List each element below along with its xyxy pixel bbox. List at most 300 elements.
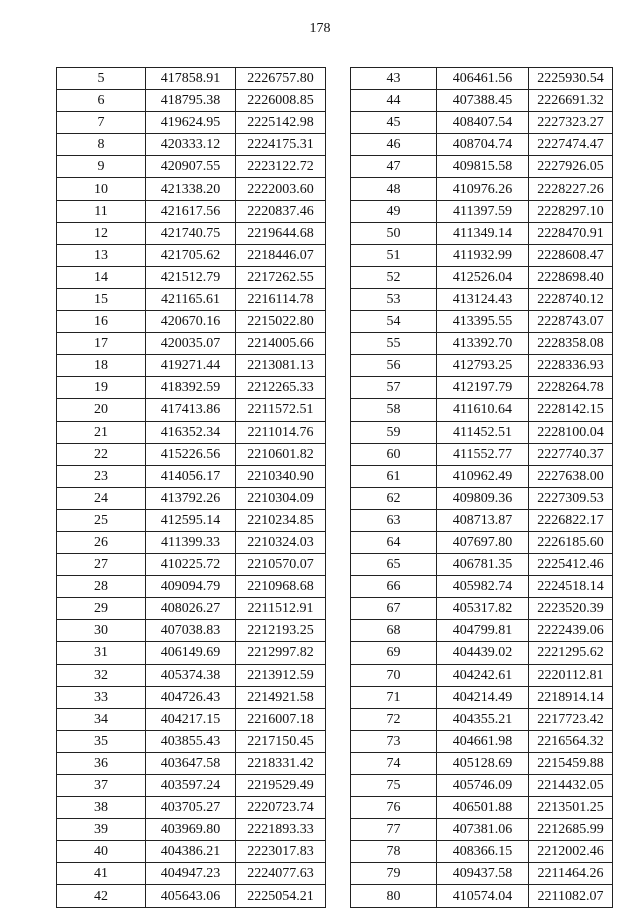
point-number-cell: 45 — [351, 112, 437, 134]
table-row — [351, 576, 613, 598]
coordinates-table-right — [350, 67, 613, 908]
point-number-cell: 17 — [57, 333, 146, 355]
y-coordinate-cell: 2227309.53 — [529, 487, 613, 509]
x-coordinate-cell: 405982.74 — [437, 576, 529, 598]
table-row — [57, 708, 326, 730]
table-row — [351, 465, 613, 487]
point-number-cell: 40 — [57, 841, 146, 863]
y-coordinate-cell: 2227323.27 — [529, 112, 613, 134]
point-number-cell: 7 — [57, 112, 146, 134]
x-coordinate-cell: 409437.58 — [437, 863, 529, 885]
y-coordinate-cell: 2211082.07 — [529, 885, 613, 907]
y-coordinate-cell: 2216007.18 — [236, 708, 326, 730]
y-coordinate-cell: 2225930.54 — [529, 68, 613, 90]
point-number-cell: 46 — [351, 134, 437, 156]
point-number-cell: 66 — [351, 576, 437, 598]
x-coordinate-cell: 405643.06 — [146, 885, 236, 907]
table-row — [57, 797, 326, 819]
y-coordinate-cell: 2224518.14 — [529, 576, 613, 598]
x-coordinate-cell: 404217.15 — [146, 708, 236, 730]
y-coordinate-cell: 2227740.37 — [529, 443, 613, 465]
table-row — [351, 355, 613, 377]
table-row — [351, 708, 613, 730]
y-coordinate-cell: 2219644.68 — [236, 222, 326, 244]
x-coordinate-cell: 404947.23 — [146, 863, 236, 885]
table-row — [351, 443, 613, 465]
table-row — [57, 178, 326, 200]
x-coordinate-cell: 405746.09 — [437, 775, 529, 797]
y-coordinate-cell: 2212997.82 — [236, 642, 326, 664]
y-coordinate-cell: 2226008.85 — [236, 90, 326, 112]
point-number-cell: 8 — [57, 134, 146, 156]
point-number-cell: 74 — [351, 752, 437, 774]
y-coordinate-cell: 2211572.51 — [236, 399, 326, 421]
point-number-cell: 67 — [351, 598, 437, 620]
y-coordinate-cell: 2226185.60 — [529, 531, 613, 553]
point-number-cell: 26 — [57, 531, 146, 553]
x-coordinate-cell: 409809.36 — [437, 487, 529, 509]
y-coordinate-cell: 2225142.98 — [236, 112, 326, 134]
y-coordinate-cell: 2228698.40 — [529, 266, 613, 288]
table-row — [351, 554, 613, 576]
x-coordinate-cell: 411349.14 — [437, 222, 529, 244]
point-number-cell: 15 — [57, 288, 146, 310]
y-coordinate-cell: 2215459.88 — [529, 752, 613, 774]
table-row — [57, 112, 326, 134]
x-coordinate-cell: 412197.79 — [437, 377, 529, 399]
table-row — [351, 775, 613, 797]
x-coordinate-cell: 408026.27 — [146, 598, 236, 620]
x-coordinate-cell: 406461.56 — [437, 68, 529, 90]
point-number-cell: 63 — [351, 509, 437, 531]
point-number-cell: 20 — [57, 399, 146, 421]
x-coordinate-cell: 403855.43 — [146, 730, 236, 752]
point-number-cell: 19 — [57, 377, 146, 399]
point-number-cell: 76 — [351, 797, 437, 819]
table-row — [57, 222, 326, 244]
x-coordinate-cell: 411397.59 — [437, 200, 529, 222]
table-row — [57, 686, 326, 708]
y-coordinate-cell: 2220723.74 — [236, 797, 326, 819]
x-coordinate-cell: 403597.24 — [146, 775, 236, 797]
x-coordinate-cell: 405317.82 — [437, 598, 529, 620]
x-coordinate-cell: 405128.69 — [437, 752, 529, 774]
table-row — [351, 200, 613, 222]
table-row — [351, 797, 613, 819]
y-coordinate-cell: 2228358.08 — [529, 333, 613, 355]
table-row — [57, 863, 326, 885]
table-row — [57, 819, 326, 841]
y-coordinate-cell: 2215022.80 — [236, 311, 326, 333]
point-number-cell: 9 — [57, 156, 146, 178]
table-row — [351, 664, 613, 686]
table-row — [351, 68, 613, 90]
point-number-cell: 78 — [351, 841, 437, 863]
point-number-cell: 37 — [57, 775, 146, 797]
table-row — [57, 200, 326, 222]
x-coordinate-cell: 418795.38 — [146, 90, 236, 112]
y-coordinate-cell: 2222439.06 — [529, 620, 613, 642]
table-row — [57, 487, 326, 509]
y-coordinate-cell: 2218331.42 — [236, 752, 326, 774]
x-coordinate-cell: 404214.49 — [437, 686, 529, 708]
table-row — [57, 355, 326, 377]
table-row — [351, 509, 613, 531]
x-coordinate-cell: 420907.55 — [146, 156, 236, 178]
y-coordinate-cell: 2227926.05 — [529, 156, 613, 178]
point-number-cell: 43 — [351, 68, 437, 90]
y-coordinate-cell: 2214005.66 — [236, 333, 326, 355]
y-coordinate-cell: 2214921.58 — [236, 686, 326, 708]
table-row — [57, 730, 326, 752]
point-number-cell: 60 — [351, 443, 437, 465]
y-coordinate-cell: 2222003.60 — [236, 178, 326, 200]
x-coordinate-cell: 415226.56 — [146, 443, 236, 465]
table-row — [57, 620, 326, 642]
table-row — [351, 620, 613, 642]
point-number-cell: 52 — [351, 266, 437, 288]
y-coordinate-cell: 2225054.21 — [236, 885, 326, 907]
point-number-cell: 70 — [351, 664, 437, 686]
table-row — [57, 642, 326, 664]
y-coordinate-cell: 2212685.99 — [529, 819, 613, 841]
table-row — [57, 333, 326, 355]
table-row — [351, 531, 613, 553]
x-coordinate-cell: 405374.38 — [146, 664, 236, 686]
y-coordinate-cell: 2217723.42 — [529, 708, 613, 730]
x-coordinate-cell: 403647.58 — [146, 752, 236, 774]
y-coordinate-cell: 2217150.45 — [236, 730, 326, 752]
point-number-cell: 31 — [57, 642, 146, 664]
point-number-cell: 44 — [351, 90, 437, 112]
table-row — [351, 819, 613, 841]
table-row — [351, 90, 613, 112]
x-coordinate-cell: 416352.34 — [146, 421, 236, 443]
x-coordinate-cell: 403705.27 — [146, 797, 236, 819]
y-coordinate-cell: 2228336.93 — [529, 355, 613, 377]
y-coordinate-cell: 2227638.00 — [529, 465, 613, 487]
y-coordinate-cell: 2228470.91 — [529, 222, 613, 244]
point-number-cell: 41 — [57, 863, 146, 885]
x-coordinate-cell: 419271.44 — [146, 355, 236, 377]
point-number-cell: 75 — [351, 775, 437, 797]
point-number-cell: 48 — [351, 178, 437, 200]
table-body — [57, 68, 326, 908]
table-row — [57, 885, 326, 907]
x-coordinate-cell: 404386.21 — [146, 841, 236, 863]
table-row — [351, 863, 613, 885]
point-number-cell: 47 — [351, 156, 437, 178]
table-row — [351, 377, 613, 399]
y-coordinate-cell: 2213501.25 — [529, 797, 613, 819]
point-number-cell: 29 — [57, 598, 146, 620]
table-row — [57, 531, 326, 553]
point-number-cell: 11 — [57, 200, 146, 222]
point-number-cell: 14 — [57, 266, 146, 288]
table-row — [57, 156, 326, 178]
table-row — [351, 333, 613, 355]
table-row — [351, 134, 613, 156]
y-coordinate-cell: 2226757.80 — [236, 68, 326, 90]
table-row — [351, 421, 613, 443]
x-coordinate-cell: 421512.79 — [146, 266, 236, 288]
x-coordinate-cell: 407388.45 — [437, 90, 529, 112]
x-coordinate-cell: 412595.14 — [146, 509, 236, 531]
x-coordinate-cell: 413392.70 — [437, 333, 529, 355]
table-row — [351, 598, 613, 620]
table-row — [57, 465, 326, 487]
y-coordinate-cell: 2213081.13 — [236, 355, 326, 377]
point-number-cell: 69 — [351, 642, 437, 664]
x-coordinate-cell: 404726.43 — [146, 686, 236, 708]
x-coordinate-cell: 404661.98 — [437, 730, 529, 752]
point-number-cell: 55 — [351, 333, 437, 355]
table-row — [351, 266, 613, 288]
y-coordinate-cell: 2228740.12 — [529, 288, 613, 310]
x-coordinate-cell: 406781.35 — [437, 554, 529, 576]
y-coordinate-cell: 2223520.39 — [529, 598, 613, 620]
table-row — [57, 664, 326, 686]
point-number-cell: 22 — [57, 443, 146, 465]
y-coordinate-cell: 2218446.07 — [236, 244, 326, 266]
point-number-cell: 79 — [351, 863, 437, 885]
x-coordinate-cell: 420333.12 — [146, 134, 236, 156]
y-coordinate-cell: 2228142.15 — [529, 399, 613, 421]
x-coordinate-cell: 408407.54 — [437, 112, 529, 134]
x-coordinate-cell: 409815.58 — [437, 156, 529, 178]
y-coordinate-cell: 2228743.07 — [529, 311, 613, 333]
y-coordinate-cell: 2223122.72 — [236, 156, 326, 178]
point-number-cell: 38 — [57, 797, 146, 819]
point-number-cell: 6 — [57, 90, 146, 112]
x-coordinate-cell: 410225.72 — [146, 554, 236, 576]
y-coordinate-cell: 2212265.33 — [236, 377, 326, 399]
point-number-cell: 21 — [57, 421, 146, 443]
point-number-cell: 80 — [351, 885, 437, 907]
y-coordinate-cell: 2224175.31 — [236, 134, 326, 156]
x-coordinate-cell: 404439.02 — [437, 642, 529, 664]
y-coordinate-cell: 2210968.68 — [236, 576, 326, 598]
y-coordinate-cell: 2216114.78 — [236, 288, 326, 310]
x-coordinate-cell: 413792.26 — [146, 487, 236, 509]
y-coordinate-cell: 2228608.47 — [529, 244, 613, 266]
table-row — [351, 487, 613, 509]
page-number: 178 — [309, 21, 331, 36]
table-row — [351, 841, 613, 863]
point-number-cell: 10 — [57, 178, 146, 200]
x-coordinate-cell: 418392.59 — [146, 377, 236, 399]
x-coordinate-cell: 421338.20 — [146, 178, 236, 200]
y-coordinate-cell: 2221893.33 — [236, 819, 326, 841]
point-number-cell: 53 — [351, 288, 437, 310]
x-coordinate-cell: 406149.69 — [146, 642, 236, 664]
table-row — [351, 244, 613, 266]
point-number-cell: 72 — [351, 708, 437, 730]
table-row — [57, 752, 326, 774]
point-number-cell: 18 — [57, 355, 146, 377]
y-coordinate-cell: 2228297.10 — [529, 200, 613, 222]
point-number-cell: 51 — [351, 244, 437, 266]
x-coordinate-cell: 404355.21 — [437, 708, 529, 730]
x-coordinate-cell: 412526.04 — [437, 266, 529, 288]
point-number-cell: 42 — [57, 885, 146, 907]
y-coordinate-cell: 2218914.14 — [529, 686, 613, 708]
point-number-cell: 34 — [57, 708, 146, 730]
y-coordinate-cell: 2211014.76 — [236, 421, 326, 443]
x-coordinate-cell: 410976.26 — [437, 178, 529, 200]
y-coordinate-cell: 2220837.46 — [236, 200, 326, 222]
y-coordinate-cell: 2226691.32 — [529, 90, 613, 112]
x-coordinate-cell: 406501.88 — [437, 797, 529, 819]
x-coordinate-cell: 403969.80 — [146, 819, 236, 841]
table-row — [57, 443, 326, 465]
x-coordinate-cell: 421740.75 — [146, 222, 236, 244]
point-number-cell: 56 — [351, 355, 437, 377]
y-coordinate-cell: 2210304.09 — [236, 487, 326, 509]
table-row — [351, 156, 613, 178]
point-number-cell: 39 — [57, 819, 146, 841]
table-row — [351, 686, 613, 708]
point-number-cell: 64 — [351, 531, 437, 553]
x-coordinate-cell: 412793.25 — [437, 355, 529, 377]
point-number-cell: 25 — [57, 509, 146, 531]
point-number-cell: 71 — [351, 686, 437, 708]
point-number-cell: 36 — [57, 752, 146, 774]
y-coordinate-cell: 2228227.26 — [529, 178, 613, 200]
point-number-cell: 32 — [57, 664, 146, 686]
x-coordinate-cell: 404242.61 — [437, 664, 529, 686]
table-row — [351, 222, 613, 244]
table-row — [57, 134, 326, 156]
x-coordinate-cell: 421617.56 — [146, 200, 236, 222]
point-number-cell: 23 — [57, 465, 146, 487]
point-number-cell: 13 — [57, 244, 146, 266]
y-coordinate-cell: 2223017.83 — [236, 841, 326, 863]
table-row — [351, 885, 613, 907]
x-coordinate-cell: 420670.16 — [146, 311, 236, 333]
table-row — [57, 311, 326, 333]
point-number-cell: 49 — [351, 200, 437, 222]
y-coordinate-cell: 2213912.59 — [236, 664, 326, 686]
point-number-cell: 33 — [57, 686, 146, 708]
x-coordinate-cell: 411452.51 — [437, 421, 529, 443]
y-coordinate-cell: 2226822.17 — [529, 509, 613, 531]
y-coordinate-cell: 2210324.03 — [236, 531, 326, 553]
x-coordinate-cell: 409094.79 — [146, 576, 236, 598]
x-coordinate-cell: 417858.91 — [146, 68, 236, 90]
table-row — [57, 288, 326, 310]
y-coordinate-cell: 2221295.62 — [529, 642, 613, 664]
point-number-cell: 35 — [57, 730, 146, 752]
x-coordinate-cell: 408713.87 — [437, 509, 529, 531]
point-number-cell: 28 — [57, 576, 146, 598]
point-number-cell: 27 — [57, 554, 146, 576]
x-coordinate-cell: 404799.81 — [437, 620, 529, 642]
y-coordinate-cell: 2212193.25 — [236, 620, 326, 642]
table-row — [57, 509, 326, 531]
table-row — [57, 554, 326, 576]
table-row — [57, 266, 326, 288]
point-number-cell: 59 — [351, 421, 437, 443]
y-coordinate-cell: 2216564.32 — [529, 730, 613, 752]
table-row — [57, 90, 326, 112]
x-coordinate-cell: 407038.83 — [146, 620, 236, 642]
point-number-cell: 50 — [351, 222, 437, 244]
x-coordinate-cell: 408704.74 — [437, 134, 529, 156]
x-coordinate-cell: 417413.86 — [146, 399, 236, 421]
table-row — [351, 288, 613, 310]
y-coordinate-cell: 2225412.46 — [529, 554, 613, 576]
coordinates-table-left — [56, 67, 326, 908]
point-number-cell: 62 — [351, 487, 437, 509]
table-row — [57, 399, 326, 421]
point-number-cell: 58 — [351, 399, 437, 421]
point-number-cell: 54 — [351, 311, 437, 333]
x-coordinate-cell: 411552.77 — [437, 443, 529, 465]
x-coordinate-cell: 419624.95 — [146, 112, 236, 134]
y-coordinate-cell: 2224077.63 — [236, 863, 326, 885]
table-row — [57, 775, 326, 797]
y-coordinate-cell: 2220112.81 — [529, 664, 613, 686]
x-coordinate-cell: 407381.06 — [437, 819, 529, 841]
table-row — [57, 244, 326, 266]
table-row — [351, 642, 613, 664]
y-coordinate-cell: 2228100.04 — [529, 421, 613, 443]
point-number-cell: 77 — [351, 819, 437, 841]
x-coordinate-cell: 421165.61 — [146, 288, 236, 310]
point-number-cell: 68 — [351, 620, 437, 642]
point-number-cell: 24 — [57, 487, 146, 509]
x-coordinate-cell: 411399.33 — [146, 531, 236, 553]
point-number-cell: 12 — [57, 222, 146, 244]
point-number-cell: 57 — [351, 377, 437, 399]
x-coordinate-cell: 408366.15 — [437, 841, 529, 863]
table-row — [351, 178, 613, 200]
table-row — [57, 377, 326, 399]
table-row — [351, 399, 613, 421]
table-row — [57, 598, 326, 620]
table-row — [57, 576, 326, 598]
y-coordinate-cell: 2210601.82 — [236, 443, 326, 465]
table-row — [351, 311, 613, 333]
table-row — [351, 752, 613, 774]
point-number-cell: 30 — [57, 620, 146, 642]
x-coordinate-cell: 421705.62 — [146, 244, 236, 266]
y-coordinate-cell: 2211464.26 — [529, 863, 613, 885]
table-row — [57, 421, 326, 443]
x-coordinate-cell: 413395.55 — [437, 311, 529, 333]
x-coordinate-cell: 410962.49 — [437, 465, 529, 487]
y-coordinate-cell: 2214432.05 — [529, 775, 613, 797]
y-coordinate-cell: 2210570.07 — [236, 554, 326, 576]
point-number-cell: 16 — [57, 311, 146, 333]
x-coordinate-cell: 414056.17 — [146, 465, 236, 487]
table-body — [351, 68, 613, 908]
y-coordinate-cell: 2211512.91 — [236, 598, 326, 620]
point-number-cell: 5 — [57, 68, 146, 90]
y-coordinate-cell: 2219529.49 — [236, 775, 326, 797]
x-coordinate-cell: 411610.64 — [437, 399, 529, 421]
table-row — [351, 730, 613, 752]
y-coordinate-cell: 2210234.85 — [236, 509, 326, 531]
table-row — [57, 68, 326, 90]
x-coordinate-cell: 407697.80 — [437, 531, 529, 553]
table-row — [57, 841, 326, 863]
point-number-cell: 73 — [351, 730, 437, 752]
x-coordinate-cell: 410574.04 — [437, 885, 529, 907]
y-coordinate-cell: 2227474.47 — [529, 134, 613, 156]
x-coordinate-cell: 420035.07 — [146, 333, 236, 355]
